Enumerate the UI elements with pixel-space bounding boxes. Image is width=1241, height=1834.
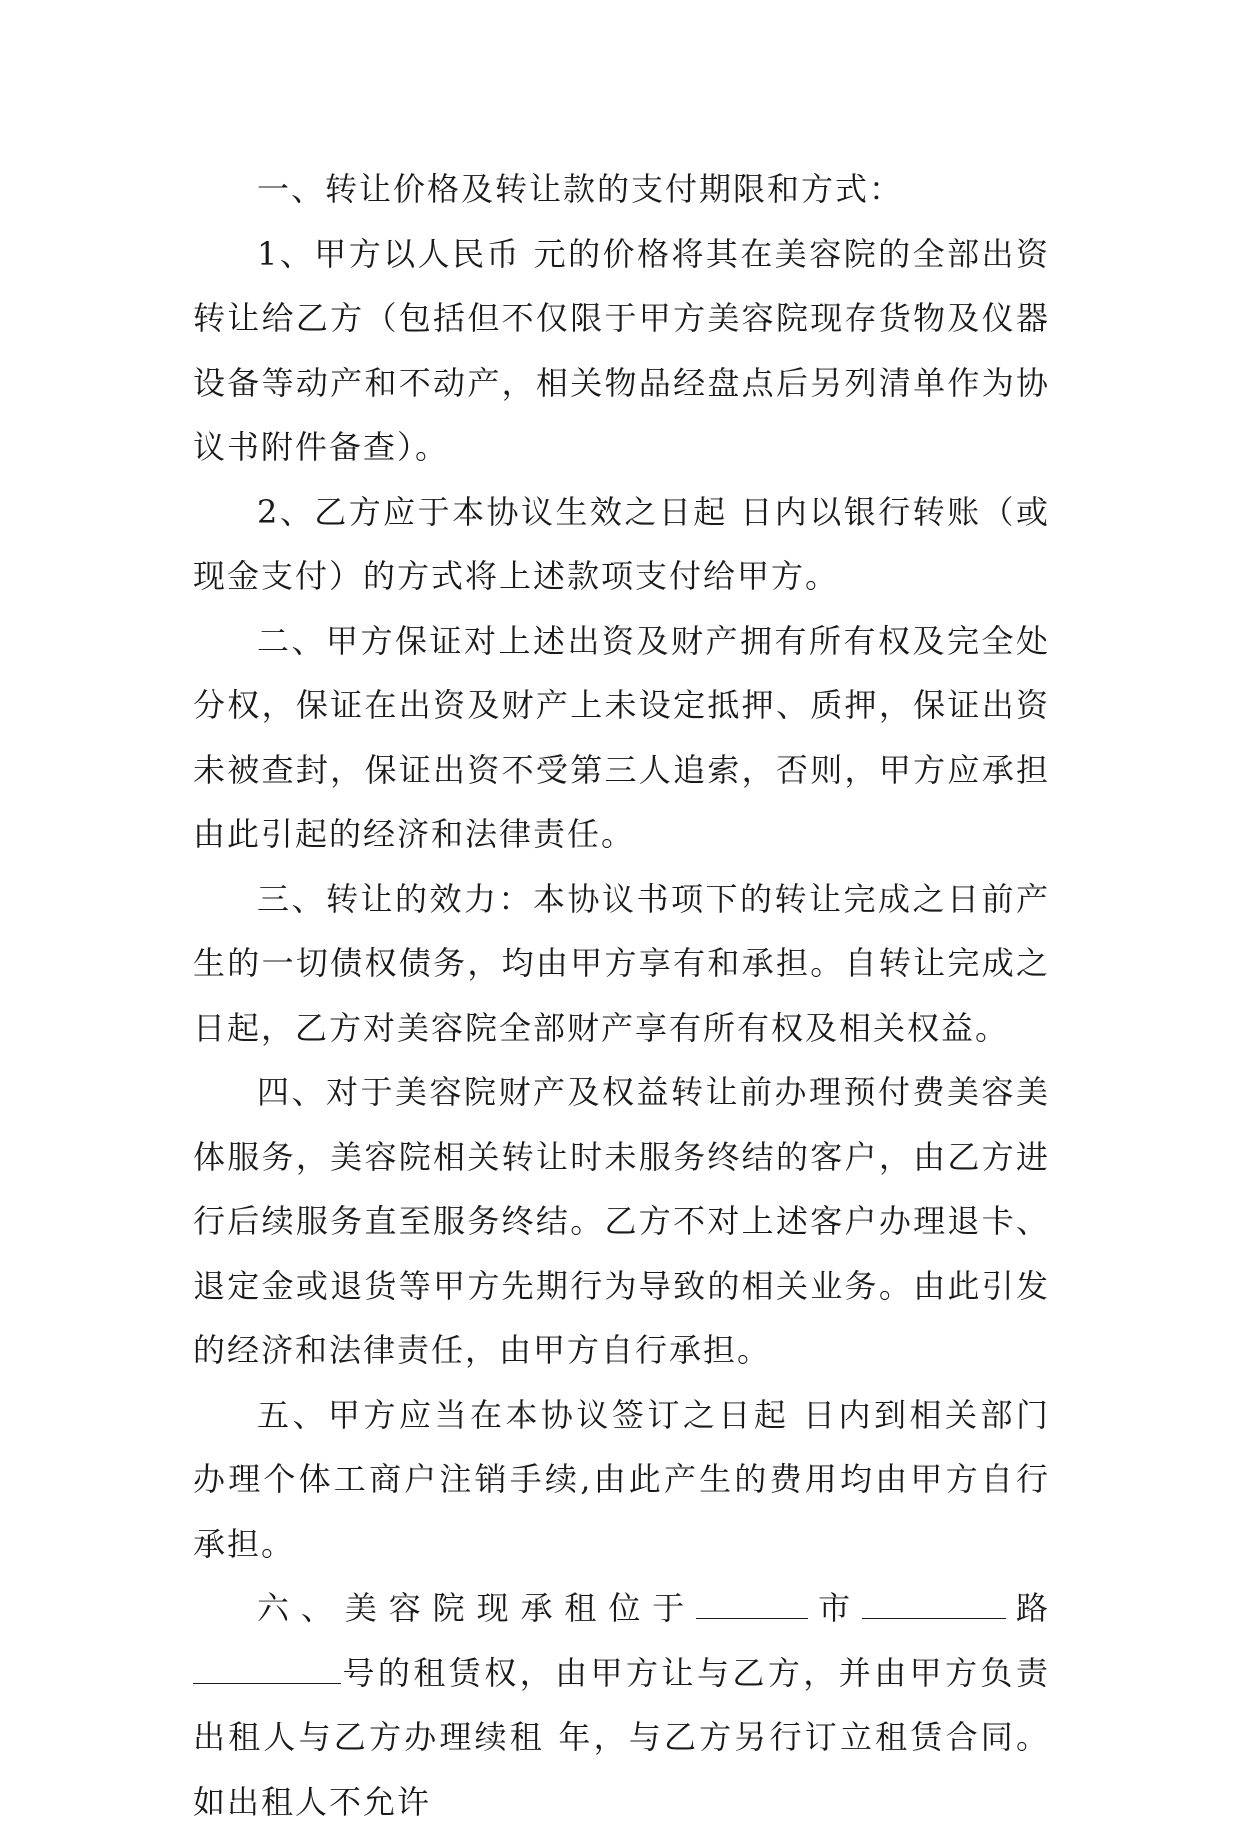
number-blank — [193, 1653, 341, 1684]
clause-1-item-1: 1、甲方以人民币 元的价格将其在美容院的全部出资转让给乙方（包括但不仅限于甲方美容院现存货物及仪器设备等动产和不动产，相关物品经盘点后另列清单作为协议书附件备查）。 — [193, 234, 1050, 466]
clause-6-rest: 号的租赁权，由甲方让与乙方，并由甲方负责出租人与乙方办理续租 年，与乙方另行订立租赁合同。如出租人不允许 — [193, 1653, 1050, 1821]
clause-6 — [193, 1576, 1050, 1834]
document-body — [193, 157, 1050, 1834]
city-label: 市 — [808, 1589, 863, 1627]
clause-3: 三、转让的效力：本协议书项下的转让完成之日前产生的一切债权债务，均由甲方享有和承担。自转让完成之日起，乙方对美容院全部财产享有所有权及相关权益。 — [193, 879, 1050, 1047]
road-label: 路 — [1006, 1589, 1050, 1627]
clause-6-prefix: 六、美容院现承租位于 — [257, 1589, 697, 1627]
road-blank — [862, 1588, 1006, 1619]
clause-1-item-2: 2、乙方应于本协议生效之日起 日内以银行转账（或现金支付）的方式将上述款项支付给甲方。 — [193, 492, 1050, 595]
clause-2: 二、甲方保证对上述出资及财产拥有所有权及完全处分权，保证在出资及财产上未设定抵押、质押，保证出资未被查封，保证出资不受第三人追索，否则，甲方应承担由此引起的经济和法律责任。 — [193, 621, 1050, 853]
clause-5: 五、甲方应当在本协议签订之日起 日内到相关部门办理个体工商户注销手续,由此产生的费用均由甲方自行承担。 — [193, 1395, 1050, 1563]
clause-1-heading: 一、转让价格及转让款的支付期限和方式： — [257, 170, 904, 208]
clause-4: 四、对于美容院财产及权益转让前办理预付费美容美体服务，美容院相关转让时未服务终结的客户，由乙方进行后续服务直至服务终结。乙方不对上述客户办理退卡、退定金或退货等甲方先期行为导致的相关业务。由此引发的经济和法律责任，由甲方自行承担。 — [193, 1073, 1050, 1369]
city-blank — [696, 1588, 808, 1619]
